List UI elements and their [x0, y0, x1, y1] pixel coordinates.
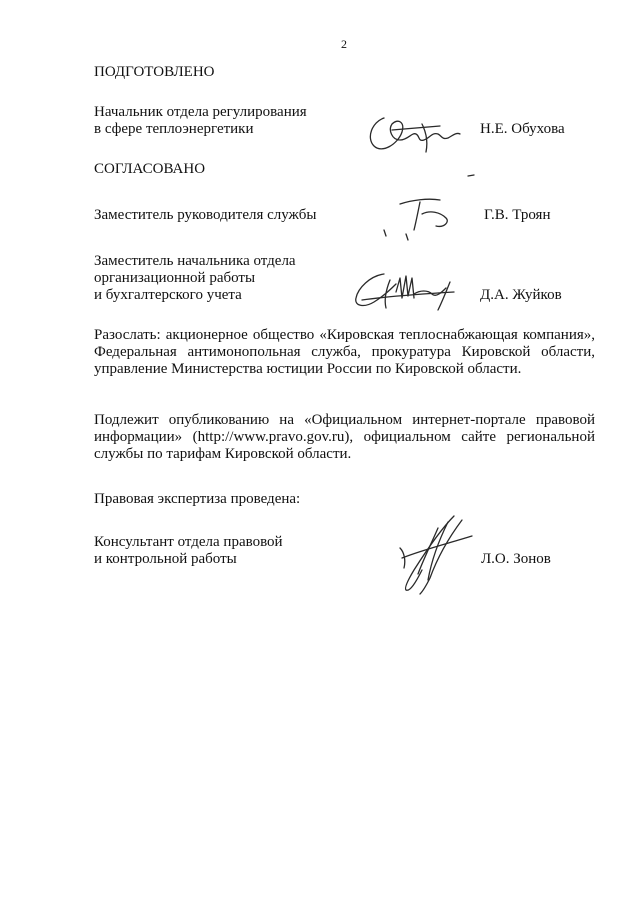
- prepared-position-line-1: Начальник отдела регулирования: [94, 104, 307, 120]
- agreed-signer-1-position-line-1: Заместитель руководителя службы: [94, 207, 317, 223]
- distribution-line-2: Федеральная антимонопольная служба, прокуратура Кировской области,: [94, 344, 595, 360]
- agreed-signer-1-name: Г.В. Троян: [484, 207, 551, 223]
- signature-troyan: [376, 170, 476, 250]
- publication-line-1: Подлежит опубликованию на «Официальном интернет-портале правовой: [94, 412, 595, 428]
- legal-review-position: [94, 534, 283, 568]
- agreed-signer-1-position: [94, 207, 316, 224]
- signature-zonov: [392, 508, 482, 598]
- agreed-signer-2-position-line-3: и бухгалтерского учета: [94, 287, 242, 303]
- distribution-line-1: Разослать: акционерное общество «Кировская теплоснабжающая компания»,: [94, 327, 595, 343]
- prepared-position-line-2: в сфере теплоэнергетики: [94, 121, 254, 137]
- prepared-position: [94, 104, 307, 138]
- legal-review-statement: Правовая экспертиза проведена:: [94, 491, 301, 507]
- agreed-signer-2-name: Д.А. Жуйков: [480, 287, 562, 303]
- legal-review-position-line-1: Консультант отдела правовой: [94, 534, 283, 550]
- agreed-heading: СОГЛАСОВАНО: [94, 161, 206, 177]
- publication-paragraph: [94, 412, 595, 463]
- agreed-signer-2-position-line-2: организационной работы: [94, 270, 256, 286]
- legal-review-name: Л.О. Зонов: [481, 551, 551, 567]
- signature-obukhova: [362, 104, 472, 156]
- prepared-name: Н.Е. Обухова: [480, 121, 565, 137]
- publication-line-3: службы по тарифам Кировской области.: [94, 446, 352, 462]
- page-number: 2: [341, 37, 347, 51]
- distribution-paragraph: [94, 327, 595, 378]
- distribution-line-3: управление Министерства юстиции России по Кировской области.: [94, 361, 522, 377]
- publication-line-2: информации» (http://www.pravo.gov.ru), официальном сайте региональной: [94, 429, 595, 445]
- agreed-signer-2-position: [94, 253, 296, 304]
- signature-zhuykov: [350, 268, 466, 314]
- legal-review-position-line-2: и контрольной работы: [94, 551, 237, 567]
- agreed-signer-2-position-line-1: Заместитель начальника отдела: [94, 253, 296, 269]
- prepared-heading: ПОДГОТОВЛЕНО: [94, 64, 215, 80]
